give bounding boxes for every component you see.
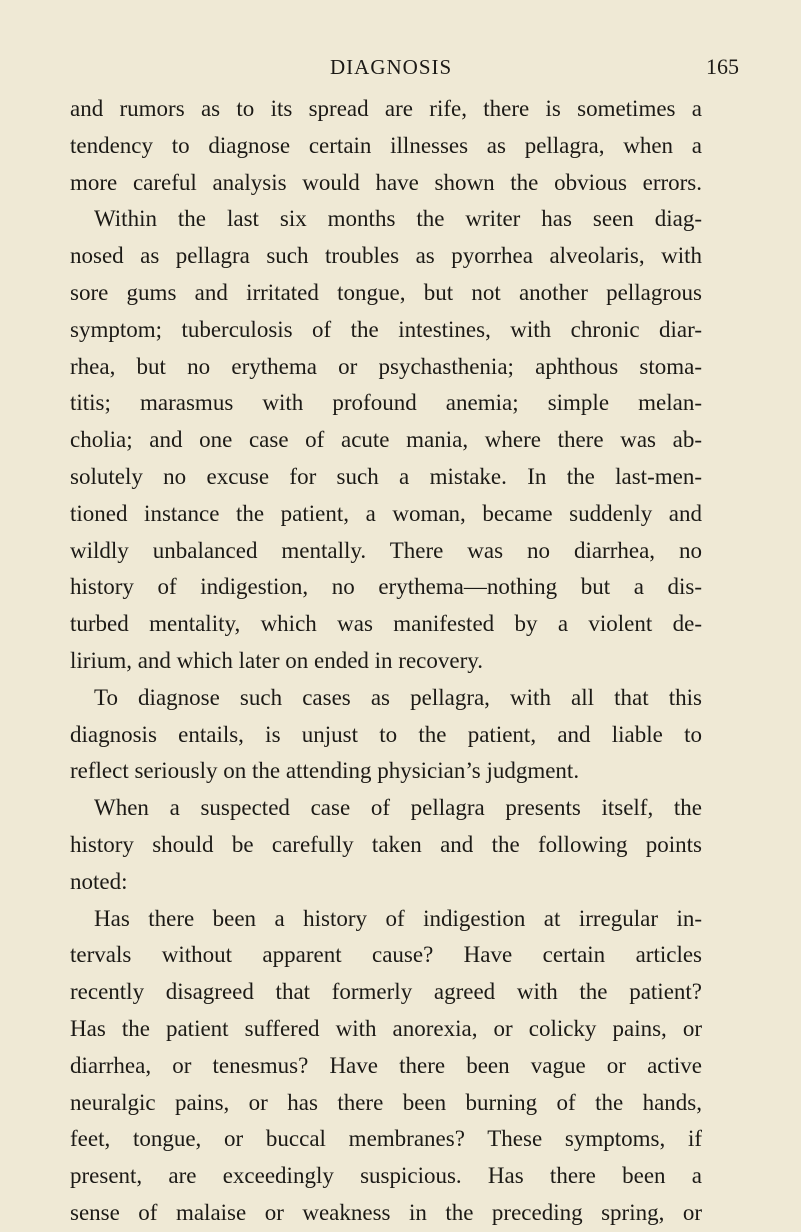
text-line: diarrhea, or tenesmus? Have there been vague or active xyxy=(70,1052,702,1078)
text-line: reflect seriously on the attending physician’s judgment. xyxy=(70,758,580,784)
text-line: turbed mentality, which was manifested by a violent de- xyxy=(70,611,702,637)
body-text xyxy=(70,91,702,1232)
text-line: cholia; and one case of acute mania, where there was ab- xyxy=(70,427,702,453)
text-line: To diagnose such cases as pellagra, with all that this xyxy=(94,684,702,710)
text-line: lirium, and which later on ended in recovery. xyxy=(70,647,484,673)
text-line: present, are exceedingly suspicious. Has there been a xyxy=(70,1163,702,1189)
text-line: and rumors as to its spread are rife, there is sometimes a xyxy=(70,96,702,121)
text-line: rhea, but no erythema or psychasthenia; aphthous stoma- xyxy=(70,353,702,379)
text-line: diagnosis entails, is unjust to the patient, and liable to xyxy=(70,721,702,747)
text-line: Has the patient suffered with anorexia, or colicky pains, or xyxy=(70,1015,702,1041)
text-line: nosed as pellagra such troubles as pyorrhea alveolaris, with xyxy=(70,243,702,269)
text-line: history should be carefully taken and the following points xyxy=(70,831,702,857)
text-line: symptom; tuberculosis of the intestines, with chronic diar- xyxy=(70,316,702,342)
text-line: history of indigestion, no erythema—nothing but a dis- xyxy=(70,574,702,600)
text-line: Within the last six months the writer has seen diag- xyxy=(94,206,702,232)
text-line: Has there been a history of indigestion at irregular in- xyxy=(94,905,702,931)
text-line: wildly unbalanced mentally. There was no diarrhea, no xyxy=(70,537,702,563)
text-line: tervals without apparent cause? Have certain articles xyxy=(70,942,702,968)
page-number: 165 xyxy=(706,54,739,79)
text-line: titis; marasmus with profound anemia; simple melan- xyxy=(70,390,702,416)
running-head xyxy=(0,52,801,82)
text-line: solutely no excuse for such a mistake. In the last-men- xyxy=(70,463,702,489)
running-title: DIAGNOSIS xyxy=(330,55,453,79)
text-line: feet, tongue, or buccal membranes? These symptoms, if xyxy=(70,1126,702,1152)
text-line: neuralgic pains, or has there been burning of the hands, xyxy=(70,1089,702,1115)
text-line: more careful analysis would have shown the obvious errors. xyxy=(70,169,702,195)
text-line: recently disagreed that formerly agreed with the patient? xyxy=(70,979,702,1005)
text-line: tioned instance the patient, a woman, became suddenly and xyxy=(70,500,702,526)
text-line: tendency to diagnose certain illnesses as pellagra, when a xyxy=(70,132,702,158)
text-line: When a suspected case of pellagra presents itself, the xyxy=(94,795,702,821)
text-line: noted: xyxy=(70,868,128,894)
text-line: sore gums and irritated tongue, but not another pellagrous xyxy=(70,279,702,305)
text-line: sense of malaise or weakness in the preceding spring, or xyxy=(70,1199,702,1225)
